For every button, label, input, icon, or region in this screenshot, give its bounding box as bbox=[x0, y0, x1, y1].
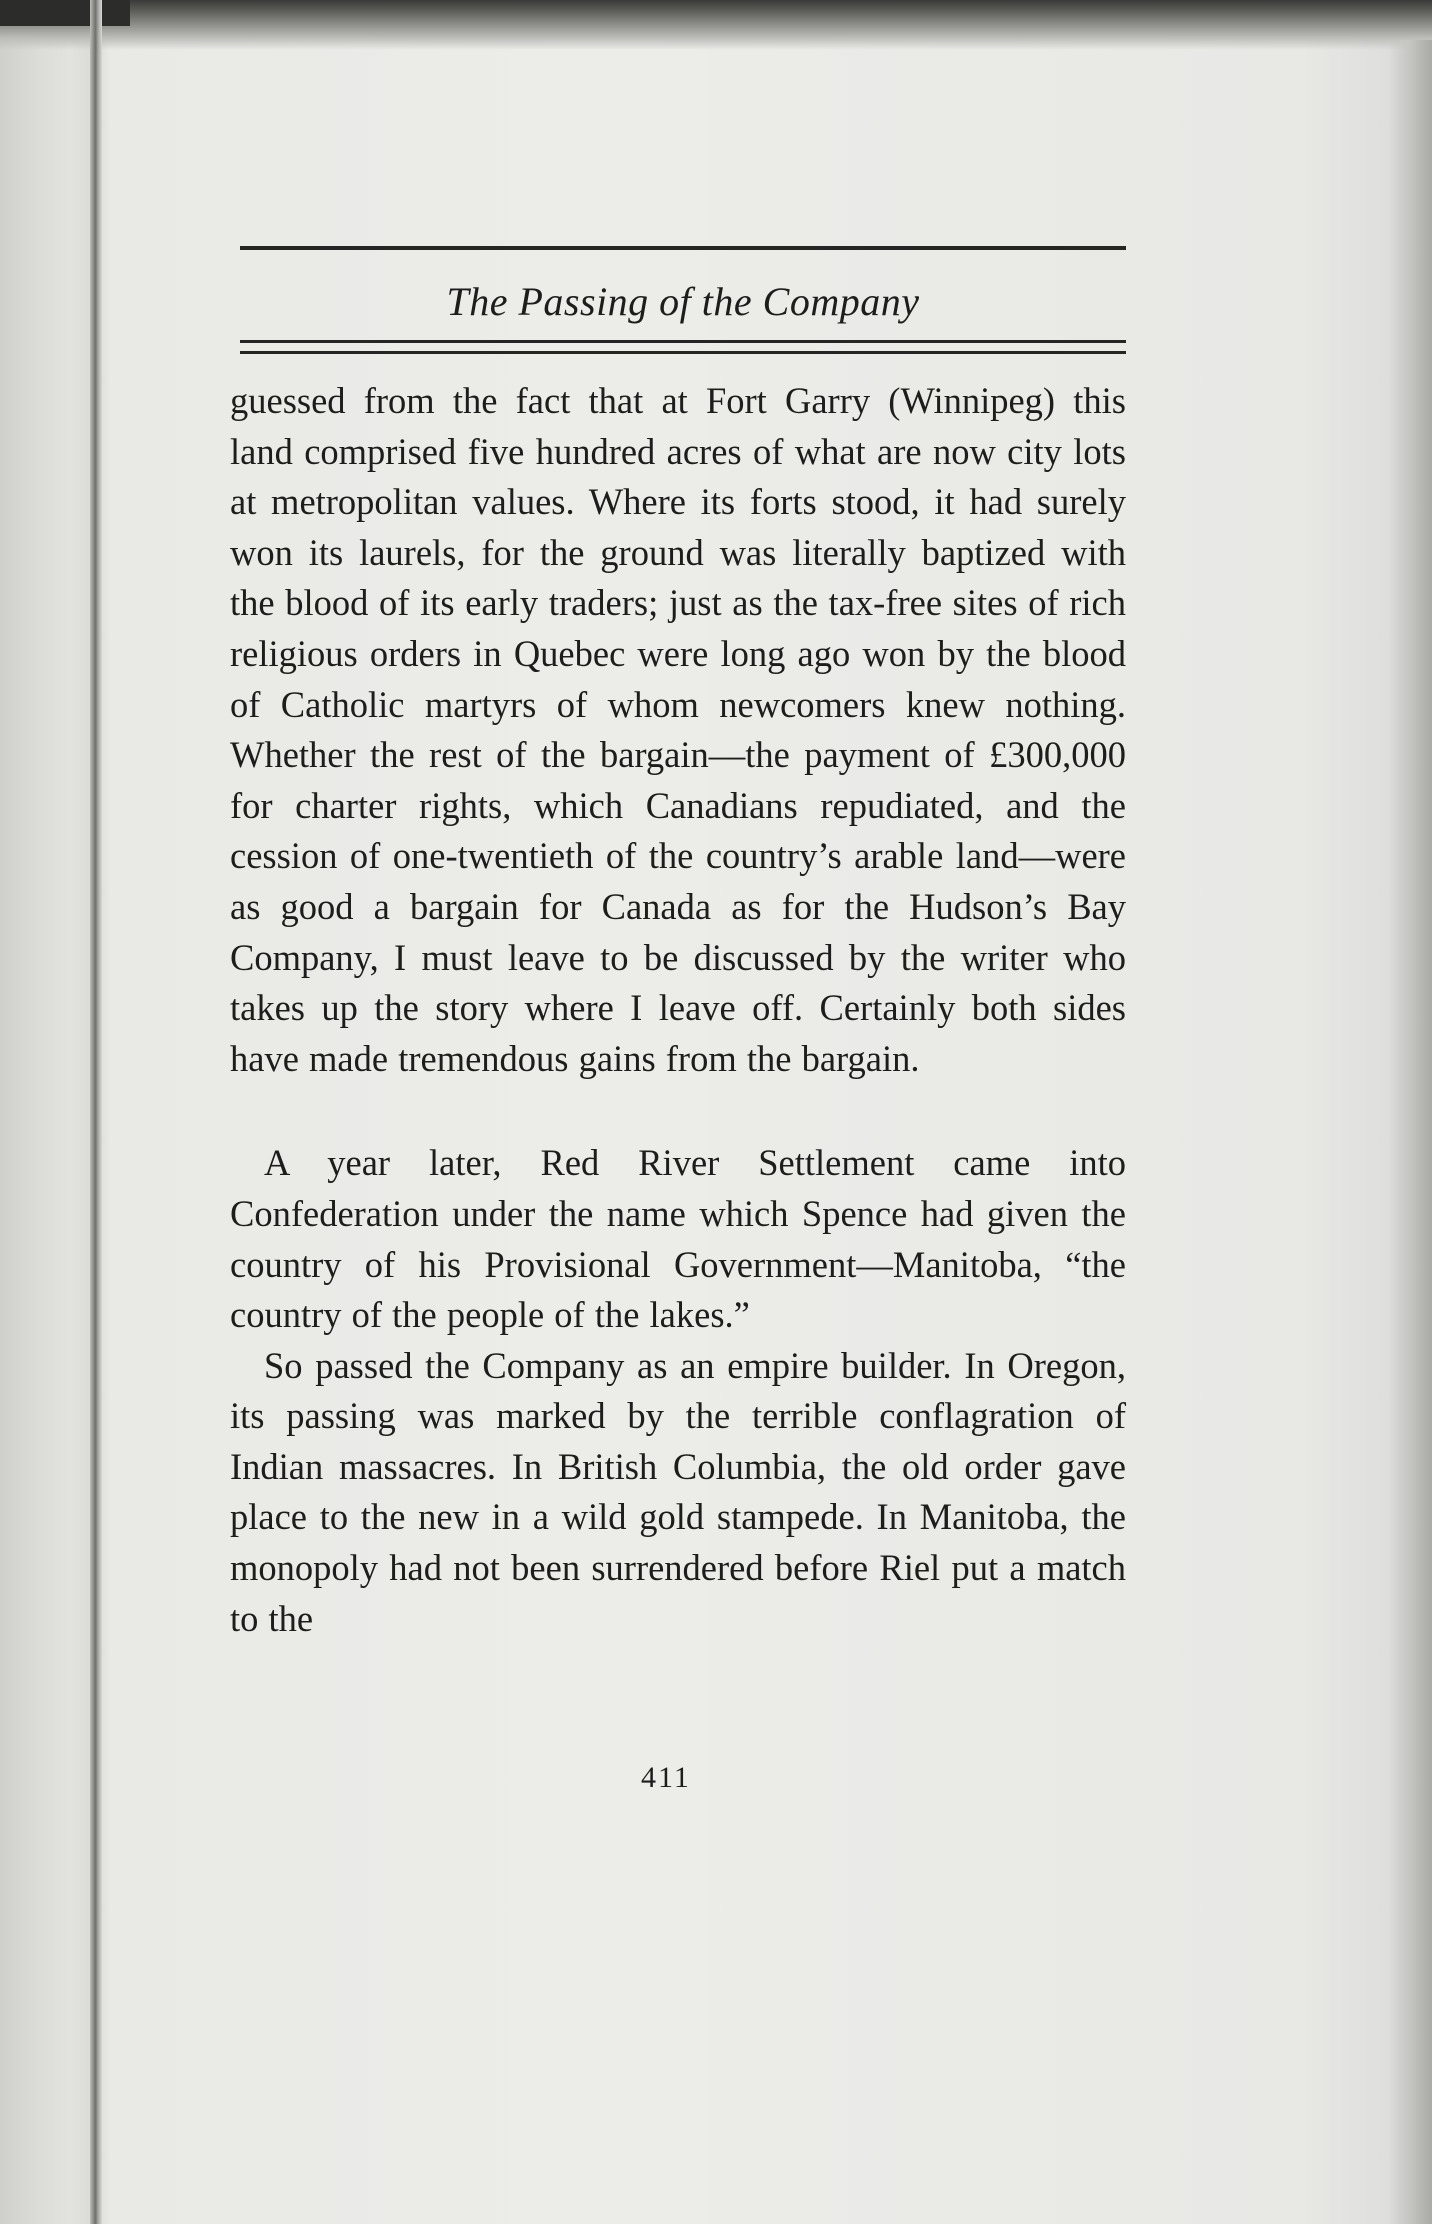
page-number: 411 bbox=[641, 1761, 691, 1794]
paragraph: So passed the Company as an empire builder. In Oregon, its passing was marked by the terrible conflagration of Indian massacres. In British Columbia, the old order gave place to the new in a wild gold stampede. In Manitoba, the monopoly had not been surrendered before Riel put a match to the bbox=[230, 1344, 1126, 1639]
running-head: The Passing of the Company bbox=[446, 279, 920, 324]
body-text bbox=[230, 376, 1126, 1644]
paragraph: A year later, Red River Settlement came into Confederation under the name which Spence had given the country of his Provisional Government—Manitoba, “the country of the people of the lakes.” bbox=[230, 1142, 1126, 1336]
header-rule-bottom bbox=[240, 340, 1126, 343]
page-content bbox=[218, 240, 1128, 1840]
right-page-edge bbox=[1388, 40, 1432, 2224]
paragraph: guessed from the fact that at Fort Garry (Winnipeg) this land comprised five hundred acres of what are now city lots at metropolitan values. Where its forts stood, it had surely won its laurels, for the ground was literally baptized with the blood of its early traders; just as the tax-free sites of rich religious orders in Quebec were long ago won by the blood of Catholic martyrs of whom newcomers knew nothing. Whether the rest of the bargain—the payment of £300,000 for charter rights, which Canadians repudiated, and the cession of one-twentieth of the country’s arable land—were as good a bargain for Canada as for the Hudson’s Bay Company, I must leave to be discussed by the writer who takes up the story where I leave off. Certainly both sides have made tremendous gains from the bargain. bbox=[230, 380, 1126, 1079]
header-rule-bottom-double bbox=[240, 351, 1126, 354]
top-shadow bbox=[0, 0, 1432, 50]
header-rule-top bbox=[240, 246, 1126, 250]
top-left-dark-edge bbox=[0, 0, 130, 26]
book-binding-gutter bbox=[90, 0, 102, 2224]
